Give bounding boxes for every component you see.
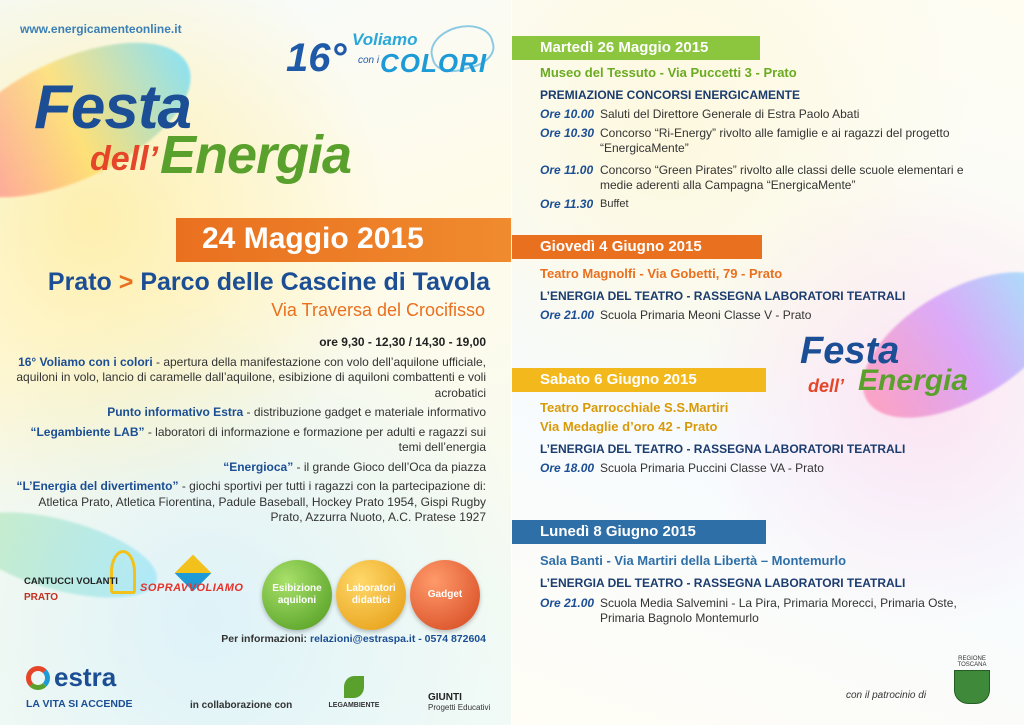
schedule-text: Concorso “Ri-Energy” rivolto alle famiglie e ai ragazzi del progetto “EnergicaMente” [600,126,950,155]
giunti-logo [428,692,502,712]
program-item-text: - distribuzione gadget e materiale informativo [243,405,486,419]
program-list [14,335,486,530]
place-city: Prato [47,268,112,296]
date-banner [176,218,512,262]
event-date: 24 Maggio 2015 [202,222,424,255]
schedule-text: Scuola Primaria Meoni Classe V - Prato [600,308,812,322]
shield-icon [954,670,990,704]
place-location: Parco delle Cascine di Tavola [140,268,490,296]
event-title: L’ENERGIA DEL TEATRO - RASSEGNA LABORATORI TEATRALI [540,289,906,303]
cantucci-name: CANTUCCI VOLANTI [24,576,118,587]
badge-gadget: Gadget [410,560,480,630]
program-item-name: “L’Energia del divertimento” [16,479,179,493]
estra-tagline: LA VITA SI ACCENDE [26,698,133,710]
schedule-row [540,461,990,477]
badge-laboratori: Laboratori didattici [336,560,406,630]
program-item-name: “Energioca” [223,459,294,474]
contact-email-phone[interactable]: relazioni@estraspa.it - 0574 872604 [309,633,486,645]
patronage-label: con il patrocinio di [846,690,927,701]
place-heading [20,268,490,297]
day-banner: Sabato 6 Giugno 2015 [512,368,766,392]
cantucci-city: PRATO [24,592,59,603]
schedule-row [540,126,990,158]
program-item-text: - il grande Gioco dell’Oca da piazza [293,459,486,474]
estra-mark-icon [26,666,50,690]
schedule-time: Ore 10.00 [540,107,595,121]
legambiente-logo [322,676,386,716]
logo-festa: Festa [800,330,900,372]
day-banner: Giovedì 4 Giugno 2015 [512,235,762,259]
sopravvoliamo-name: SOPRAVVOLIAMO [140,582,244,594]
schedule-text: Buffet [600,198,629,210]
schedule-row [540,107,990,123]
place-arrow: > [118,268,134,296]
logo-dell: dell’ [90,140,159,178]
program-item-name: Punto informativo Estra [107,405,244,419]
giunti-name: GIUNTI [428,692,462,703]
program-item [14,355,486,402]
program-item-text: - giochi sportivi per tutti i ragazzi con la partecipazione di: Atletica Prato, Atletica Fiorentina, Padule Baseball, Hockey Prato 1954, Gispi Rugby Prato, Azzurra Nuoto, A.C. Pratese 1927 [38,479,486,524]
legambiente-name: LEGAMBIENTE [328,702,380,709]
opening-hours: ore 9,30 - 12,30 / 14,30 - 19,00 [319,335,486,349]
contact-info [0,633,486,645]
collaboration-label: in collaborazione con [190,700,293,711]
contact-label: Per informazioni: [221,633,310,645]
schedule-text: Scuola Media Salvemini - La Pira, Primaria Morecci, Primaria Oste, Primaria Bagnolo Montemurlo [600,596,957,625]
program-item [14,460,486,476]
schedule-text: Saluti del Direttore Generale di Estra Paolo Abati [600,107,860,121]
right-panel [512,0,1024,725]
schedule-row [540,308,990,324]
schedule-time: Ore 11.00 [540,163,594,177]
schedule-row [540,197,990,213]
estra-name: estra [54,662,117,692]
venue: Teatro Magnolfi - Via Gobetti, 79 - Prato [540,266,783,281]
event-title: L’ENERGIA DEL TEATRO - RASSEGNA LABORATORI TEATRALI [540,576,906,590]
schedule-time: Ore 21.00 [540,308,595,322]
regione-name: REGIONE TOSCANA [957,656,987,668]
venue: Teatro Parrocchiale S.S.Martiri [540,400,729,415]
logo-energia: Energia [160,125,352,185]
program-item-text: - apertura della manifestazione con volo dell’aquilone ufficiale, aquiloni in volo, lancio di caramelle dall’aquilone, esibizione di aquiloni combattenti e voli acrobatici [16,354,486,400]
estra-logo [26,664,146,694]
venue: Sala Banti - Via Martiri della Libertà – Montemurlo [540,553,847,568]
schedule-time: Ore 10.30 [540,126,595,140]
schedule-text: Scuola Primaria Puccini Classe VA - Prato [600,461,824,475]
kite-logo-colori: COLORI [380,48,488,78]
music-note-icon [110,550,136,594]
street-address: Via Traversa del Crocifisso [271,300,485,320]
logo-festa: Festa [34,73,191,142]
venue: Via Medaglie d’oro 42 - Prato [540,419,718,434]
program-item [14,479,486,526]
venue: Museo del Tessuto - Via Puccetti 3 - Prato [540,65,797,80]
schedule-row [540,596,990,628]
schedule-time: Ore 21.00 [540,596,595,610]
event-title: L’ENERGIA DEL TEATRO - RASSEGNA LABORATORI TEATRALI [540,442,906,456]
kite-logo-con-i: con i [358,55,380,66]
day-banner: Lunedì 8 Giugno 2015 [512,520,766,544]
regione-toscana-logo [952,656,992,712]
program-item-text: - laboratori di informazione e formazione per adulti e ragazzi sui temi dell’energia [144,424,486,454]
program-item-name: “Legambiente LAB” [30,424,145,439]
event-title: PREMIAZIONE CONCORSI ENERGICAMENTE [540,88,801,102]
cantucci-volanti-logo [24,572,134,632]
badge-esibizione: Esibizione aquiloni [262,560,332,630]
logo-dell: dell’ [808,376,845,396]
day-banner: Martedì 26 Maggio 2015 [512,36,760,60]
website-url[interactable]: www.energicamenteonline.it [20,22,182,36]
sopravvoliamo-logo [140,568,252,622]
schedule-time: Ore 18.00 [540,461,595,475]
program-item [14,405,486,421]
kite-logo-voliamo: Voliamo [352,30,418,49]
schedule-row [540,163,990,195]
leaf-icon [344,676,364,698]
kite-logo-number: 16° [286,36,347,80]
program-item-name: 16° Voliamo con i colori [18,354,153,369]
giunti-sub: Progetti Educativi [428,703,491,712]
program-item [14,425,486,456]
schedule-text: Concorso “Green Pirates” rivolto alle classi delle scuole elementari e medie aderenti alla Campagna “EnergicaMente” [600,163,964,192]
logo-energia: Energia [858,364,969,397]
schedule-time: Ore 11.30 [540,197,594,211]
